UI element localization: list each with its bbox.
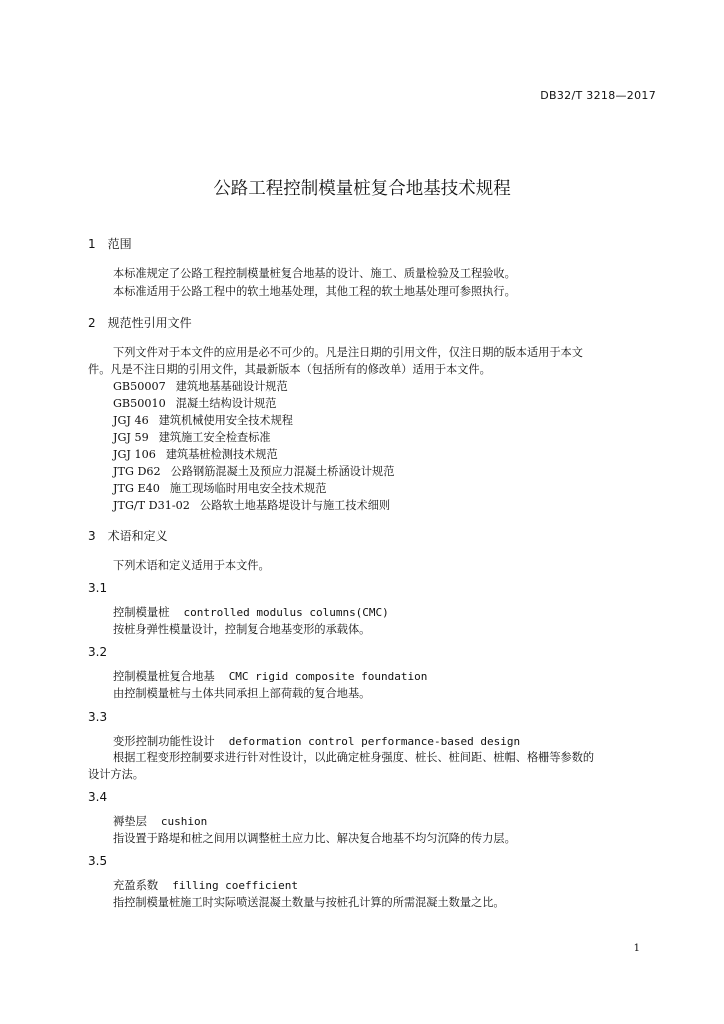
clause-number: 3.1	[88, 581, 108, 595]
reference-item	[113, 412, 293, 428]
reference-name: 公路软土地基路堤设计与施工技术细则	[199, 499, 391, 512]
reference-item	[113, 497, 390, 513]
section-number: 1	[88, 237, 96, 251]
term-heading	[113, 813, 207, 829]
reference-code: JTG D62	[113, 465, 161, 478]
term-definition: 指控制模量桩施工时实际喷送混凝土数量与按桩孔计算的所需混凝土数量之比。	[113, 896, 505, 909]
term-zh: 褥垫层	[113, 815, 147, 828]
reference-item	[113, 395, 276, 411]
reference-name: 建筑基桩检测技术规范	[165, 448, 278, 461]
term-en: controlled modulus columns(CMC)	[183, 606, 389, 619]
paragraph-line: 下列文件对于本文件的应用是必不可少的。凡是注日期的引用文件，仅注日期的版本适用于本文	[113, 346, 583, 359]
term-en: filling coefficient	[172, 879, 299, 892]
reference-code: JTG/T D31-02	[113, 499, 190, 512]
clause-number: 3.5	[88, 854, 108, 868]
term-heading	[113, 668, 427, 684]
term-heading	[113, 604, 389, 620]
term-definition: 按桩身弹性模量设计，控制复合地基变形的承载体。	[113, 623, 371, 636]
paragraph-line: 件。凡是不注日期的引用文件，其最新版本（包括所有的修改单）适用于本文件。	[88, 363, 491, 376]
clause-number: 3.3	[88, 710, 108, 724]
section-2-heading	[88, 314, 192, 331]
reference-code: GB50010	[113, 397, 166, 410]
term-heading	[113, 733, 520, 749]
reference-code: JTG E40	[113, 482, 160, 495]
clause-number: 3.2	[88, 645, 108, 659]
paragraph-line: 本标准适用于公路工程中的软土地基处理，其他工程的软土地基处理可参照执行。	[113, 285, 516, 298]
reference-name: 混凝土结构设计规范	[175, 397, 277, 410]
term-zh: 控制模量桩	[113, 606, 170, 619]
section-1-heading	[88, 235, 132, 252]
term-zh: 控制模量桩复合地基	[113, 670, 215, 683]
section-title: 术语和定义	[107, 529, 168, 543]
reference-name: 施工现场临时用电安全技术规范	[169, 482, 327, 495]
paragraph-line: 下列术语和定义适用于本文件。	[113, 559, 270, 572]
reference-name: 建筑地基基础设计规范	[175, 380, 288, 393]
reference-name: 建筑施工安全检查标准	[158, 431, 271, 444]
reference-item	[113, 446, 278, 462]
term-definition: 根据工程变形控制要求进行针对性设计，以此确定桩身强度、桩长、桩间距、桩帽、格栅等参数的	[113, 751, 595, 764]
clause-number: 3.4	[88, 790, 108, 804]
reference-name: 公路钢筋混凝土及预应力混凝土桥涵设计规范	[170, 465, 395, 478]
section-number: 3	[88, 529, 96, 543]
standard-number: DB32/T 3218—2017	[540, 89, 656, 102]
document-title: 公路工程控制模量桩复合地基技术规程	[213, 179, 511, 199]
reference-item	[113, 480, 326, 496]
term-zh: 变形控制功能性设计	[113, 735, 215, 748]
term-en: deformation control performance-based design	[228, 735, 521, 748]
reference-code: GB50007	[113, 380, 166, 393]
reference-item	[113, 463, 394, 479]
section-title: 范围	[107, 237, 132, 251]
section-number: 2	[88, 316, 96, 330]
paragraph-line: 本标准规定了公路工程控制模量桩复合地基的设计、施工、质量检验及工程验收。	[113, 267, 516, 280]
term-definition: 设计方法。	[88, 768, 144, 781]
section-3-heading	[88, 527, 168, 544]
reference-code: JGJ 59	[113, 431, 149, 444]
reference-item	[113, 429, 271, 445]
term-definition: 由控制模量桩与土体共同承担上部荷载的复合地基。	[113, 687, 371, 700]
page-number: 1	[633, 943, 640, 954]
term-definition: 指设置于路堤和桩之间用以调整桩土应力比、解决复合地基不均匀沉降的传力层。	[113, 832, 516, 845]
reference-name: 建筑机械使用安全技术规程	[158, 414, 293, 427]
term-en: cushion	[160, 815, 208, 828]
reference-item	[113, 378, 288, 394]
term-en: CMC rigid composite foundation	[228, 670, 428, 683]
term-heading	[113, 877, 298, 893]
term-zh: 充盈系数	[113, 879, 159, 892]
section-title: 规范性引用文件	[107, 316, 192, 330]
reference-code: JGJ 106	[113, 448, 156, 461]
reference-code: JGJ 46	[113, 414, 149, 427]
